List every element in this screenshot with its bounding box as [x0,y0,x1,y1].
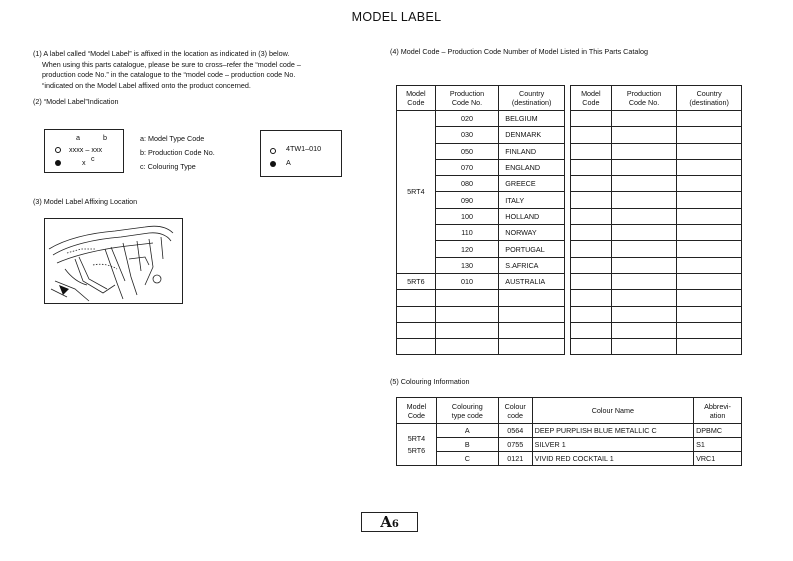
model-codes-cell [397,424,437,466]
empty-cell [397,290,436,306]
empty-cell [397,339,436,355]
empty-cell [611,273,677,289]
empty-cell [571,176,612,192]
empty-cell [611,143,677,159]
header-country: Country (destination) [499,86,565,111]
empty-cell [677,127,742,143]
country-cell: DENMARK [499,127,565,143]
empty-row [397,290,565,306]
production-code-cell: 110 [435,225,499,241]
country-cell: BELGIUM [499,111,565,127]
empty-cell [571,290,612,306]
empty-row [571,225,742,241]
country-cell: NORWAY [499,225,565,241]
empty-cell [435,290,499,306]
empty-cell [571,257,612,273]
empty-cell [397,306,436,322]
production-code-cell: 080 [435,176,499,192]
section-1-line: “indicated on the Model Label affixed onto the product concerned. [42,80,251,90]
production-code-cell: 070 [435,159,499,175]
header-production-code: Production Code No. [611,86,677,111]
code-pattern: xxxx – xxx [69,145,103,154]
empty-cell [677,241,742,257]
production-code-table-continued [570,85,742,355]
empty-row [571,143,742,159]
header-model-code: Model Code [397,86,436,111]
header-model-code: Model Code [397,398,437,424]
empty-cell [571,208,612,224]
section-3-heading: (3) Model Label Affixing Location [33,197,138,206]
empty-row [571,290,742,306]
empty-cell [611,306,677,322]
empty-cell [677,306,742,322]
empty-cell [611,339,677,355]
empty-cell [611,159,677,175]
empty-row [571,111,742,127]
empty-cell [677,176,742,192]
table-row [397,424,742,438]
table-header-row [571,86,742,111]
label-c: c [91,154,95,163]
country-cell: ENGLAND [499,159,565,175]
empty-row [571,257,742,273]
label-x: x [82,158,86,167]
frame-drawing [45,219,182,303]
empty-row [571,176,742,192]
empty-cell [611,111,677,127]
model-code-cell: 5RT4 [397,111,436,274]
colour-name-cell: VIVID RED COCKTAIL 1 [532,452,693,466]
empty-cell [571,339,612,355]
empty-cell [435,339,499,355]
production-code-cell: 120 [435,241,499,257]
empty-cell [571,159,612,175]
empty-row [571,192,742,208]
section-1-line: (1) A label called “Model Label” is affixed in the location as indicated in (3) below. [33,49,290,58]
example-code: 4TW1–010 [286,144,322,153]
empty-cell [677,290,742,306]
colour-name-cell: DEEP PURPLISH BLUE METALLIC C [532,424,693,438]
header-country: Country (destination) [677,86,742,111]
empty-row [397,339,565,355]
legend-item: a: Model Type Code [140,134,205,143]
production-code-cell: 090 [435,192,499,208]
filled-circle-icon [55,160,61,166]
table-header-row [397,86,565,111]
empty-cell [571,322,612,338]
abbreviation-cell: VRC1 [694,452,742,466]
empty-cell [435,306,499,322]
label-a: a [76,133,80,142]
empty-cell [677,192,742,208]
colour-code-cell: 0755 [498,438,532,452]
legend-item: c: Colouring Type [140,162,196,171]
empty-row [571,322,742,338]
table-row [397,273,565,289]
header-colouring-type: Colouring type code [436,398,498,424]
empty-cell [499,290,565,306]
empty-cell [677,322,742,338]
label-legend [140,132,215,174]
empty-cell [677,143,742,159]
page-number: A6 [361,512,418,532]
empty-cell [611,208,677,224]
empty-cell [435,322,499,338]
country-cell: AUSTRALIA [499,273,565,289]
empty-cell [499,306,565,322]
empty-cell [677,225,742,241]
header-model-code: Model Code [571,86,612,111]
empty-cell [571,192,612,208]
colour-name-cell: SILVER 1 [532,438,693,452]
abbreviation-cell: S1 [694,438,742,452]
empty-cell [571,273,612,289]
empty-cell [677,273,742,289]
country-cell: GREECE [499,176,565,192]
empty-cell [677,257,742,273]
empty-cell [571,241,612,257]
empty-cell [611,241,677,257]
country-cell: HOLLAND [499,208,565,224]
colour-code-cell: 0121 [498,452,532,466]
empty-cell [571,143,612,159]
example-colour: A [286,158,291,167]
empty-cell [677,159,742,175]
production-code-cell: 130 [435,257,499,273]
empty-cell [677,208,742,224]
empty-row [571,241,742,257]
empty-cell [677,339,742,355]
page-title: MODEL LABEL [351,10,442,24]
abbreviation-cell: DPBMC [694,424,742,438]
empty-cell [499,339,565,355]
production-code-cell: 030 [435,127,499,143]
label-b: b [103,133,107,142]
empty-cell [571,306,612,322]
empty-cell [571,225,612,241]
empty-cell [611,176,677,192]
production-code-table [396,85,565,355]
empty-cell [677,111,742,127]
header-colour-name: Colour Name [532,398,693,424]
empty-cell [571,111,612,127]
empty-cell [611,257,677,273]
empty-row [571,339,742,355]
empty-cell [499,322,565,338]
open-circle-icon [270,148,276,154]
country-cell: PORTUGAL [499,241,565,257]
motorcycle-frame-illustration [44,218,183,304]
header-production-code: Production Code No. [435,86,499,111]
country-cell: ITALY [499,192,565,208]
empty-row [571,159,742,175]
section-2-heading: (2) “Model Label”Indication [33,97,119,106]
empty-row [571,208,742,224]
empty-row [397,306,565,322]
empty-row [571,306,742,322]
section-4-heading: (4) Model Code – Production Code Number of Model Listed in This Parts Catalog [390,47,648,56]
section-1-line: When using this parts catalogue, please be sure to cross–refer the “model code – [42,59,301,69]
colouring-type-cell: A [436,424,498,438]
country-cell: FINLAND [499,143,565,159]
production-code-cell: 050 [435,143,499,159]
empty-row [571,273,742,289]
colouring-info-table [396,397,742,466]
table-row [397,452,742,466]
table-header-row [397,398,742,424]
empty-cell [397,322,436,338]
legend-item: b: Production Code No. [140,148,215,157]
section-5-heading: (5) Colouring Information [390,377,470,386]
table-row [397,438,742,452]
production-code-cell: 010 [435,273,499,289]
model-label-example [260,130,342,177]
production-code-cell: 100 [435,208,499,224]
open-circle-icon [55,147,61,153]
colouring-type-cell: C [436,452,498,466]
empty-cell [611,192,677,208]
country-cell: S.AFRICA [499,257,565,273]
empty-cell [611,290,677,306]
colour-code-cell: 0564 [498,424,532,438]
filled-circle-icon [270,161,276,167]
empty-cell [611,225,677,241]
colouring-type-cell: B [436,438,498,452]
model-code: 5RT4 [407,433,426,443]
header-abbreviation: Abbrevi- ation [694,398,742,424]
production-code-cell: 020 [435,111,499,127]
model-code: 5RT6 [407,445,426,455]
empty-cell [611,127,677,143]
section-1-line: production code No.” in the catalogue to the “model code – production code No. [42,70,296,79]
header-colour-code: Colour code [498,398,532,424]
table-row [397,111,565,127]
empty-cell [571,127,612,143]
empty-row [571,127,742,143]
section-1-text [33,49,363,91]
empty-cell [611,322,677,338]
model-code-cell: 5RT6 [397,273,436,289]
empty-row [397,322,565,338]
model-label-diagram [44,129,124,173]
